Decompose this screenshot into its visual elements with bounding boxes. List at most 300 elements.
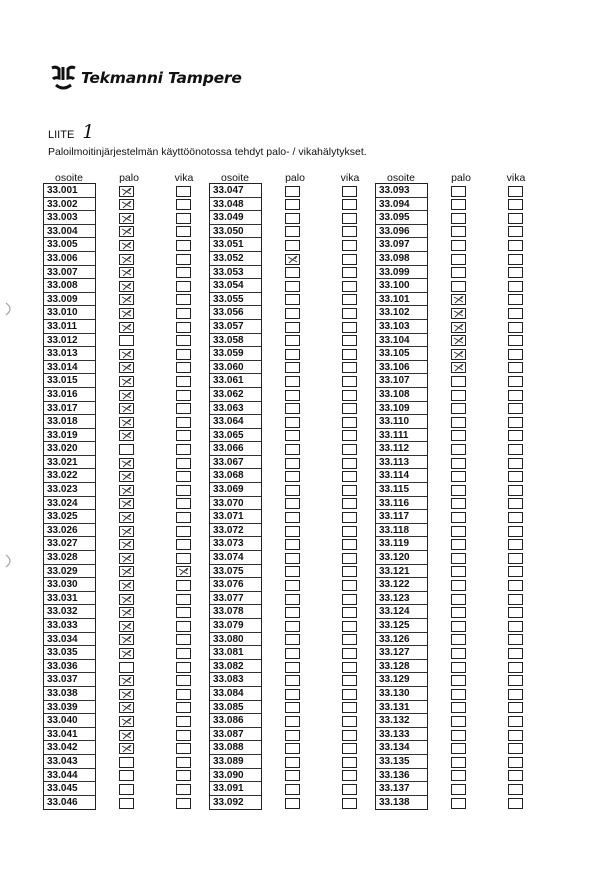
vika-checkbox[interactable] [342,553,357,564]
vika-checkbox[interactable] [508,607,523,618]
vika-checkbox[interactable] [342,526,357,537]
vika-checkbox[interactable] [342,689,357,700]
vika-checkbox[interactable] [342,730,357,741]
vika-checkbox[interactable] [508,553,523,564]
vika-checkbox[interactable] [508,594,523,605]
vika-checkbox[interactable] [508,648,523,659]
vika-checkbox[interactable] [342,702,357,713]
vika-checkbox[interactable] [508,471,523,482]
vika-checkbox[interactable] [176,648,191,659]
vika-checkbox[interactable] [508,512,523,523]
vika-checkbox[interactable] [342,621,357,632]
vika-checkbox[interactable] [508,757,523,768]
vika-checkbox[interactable] [508,580,523,591]
palo-checkbox[interactable] [285,199,300,210]
vika-checkbox[interactable] [176,553,191,564]
vika-checkbox[interactable] [508,254,523,265]
palo-checkbox[interactable] [285,594,300,605]
vika-checkbox[interactable] [176,403,191,414]
vika-checkbox[interactable] [342,485,357,496]
vika-checkbox[interactable] [508,730,523,741]
palo-checkbox[interactable] [285,662,300,673]
palo-checkbox[interactable] [451,485,466,496]
palo-checkbox[interactable] [451,743,466,754]
palo-checkbox[interactable] [285,335,300,346]
vika-checkbox[interactable] [176,390,191,401]
check-mark-icon [120,608,133,617]
vika-checkbox[interactable] [508,430,523,441]
palo-checkbox[interactable] [119,662,134,673]
palo-checkbox[interactable] [119,199,134,210]
vika-checkbox[interactable] [342,458,357,469]
palo-checkbox[interactable] [285,770,300,781]
palo-checkbox[interactable] [119,226,134,237]
vika-checkbox[interactable] [508,743,523,754]
vika-checkbox[interactable] [176,784,191,795]
palo-checkbox[interactable] [285,730,300,741]
vika-checkbox[interactable] [508,199,523,210]
vika-checkbox[interactable] [176,349,191,360]
palo-checkbox[interactable] [119,267,134,278]
palo-checkbox[interactable] [285,390,300,401]
vika-checkbox[interactable] [176,770,191,781]
vika-checkbox[interactable] [176,580,191,591]
vika-checkbox[interactable] [508,716,523,727]
palo-checkbox[interactable] [451,308,466,319]
vika-checkbox[interactable] [176,281,191,292]
palo-checkbox[interactable] [285,417,300,428]
address-cell: 33.105 [376,347,427,361]
palo-checkbox[interactable] [119,798,134,809]
palo-checkbox[interactable] [285,403,300,414]
palo-checkbox[interactable] [451,349,466,360]
palo-checkbox[interactable] [119,675,134,686]
palo-checkbox[interactable] [451,730,466,741]
palo-checkbox[interactable] [119,498,134,509]
palo-checkbox[interactable] [451,430,466,441]
palo-checkbox[interactable] [119,417,134,428]
vika-checkbox[interactable] [508,458,523,469]
palo-checkbox[interactable] [451,798,466,809]
palo-checkbox[interactable] [285,186,300,197]
vika-checkbox[interactable] [176,607,191,618]
palo-checkbox[interactable] [119,607,134,618]
palo-checkbox[interactable] [451,526,466,537]
palo-checkbox[interactable] [285,675,300,686]
palo-checkbox[interactable] [451,186,466,197]
palo-checkbox[interactable] [119,702,134,713]
palo-checkbox[interactable] [119,526,134,537]
palo-checkbox[interactable] [451,213,466,224]
vika-checkbox[interactable] [342,648,357,659]
vika-checkbox[interactable] [342,281,357,292]
vika-checkbox[interactable] [342,390,357,401]
address-cell: 33.083 [210,673,261,687]
palo-checkbox[interactable] [285,539,300,550]
palo-checkbox[interactable] [451,281,466,292]
vika-checkbox[interactable] [508,539,523,550]
vika-checkbox[interactable] [342,594,357,605]
palo-checkbox[interactable] [451,634,466,645]
vika-checkbox[interactable] [176,730,191,741]
palo-checkbox[interactable] [285,526,300,537]
vika-checkbox[interactable] [176,199,191,210]
palo-checkbox[interactable] [285,308,300,319]
palo-checkbox[interactable] [119,430,134,441]
palo-checkbox[interactable] [285,648,300,659]
vika-checkbox[interactable] [342,335,357,346]
vika-checkbox[interactable] [342,539,357,550]
palo-checkbox[interactable] [119,308,134,319]
address-cell: 33.127 [376,646,427,660]
vika-checkbox[interactable] [176,594,191,605]
vika-checkbox[interactable] [342,757,357,768]
vika-checkbox[interactable] [342,784,357,795]
vika-checkbox[interactable] [508,335,523,346]
vika-checkbox[interactable] [508,770,523,781]
palo-checkbox[interactable] [285,716,300,727]
palo-checkbox[interactable] [451,267,466,278]
palo-checkbox[interactable] [119,254,134,265]
palo-checkbox[interactable] [119,594,134,605]
palo-checkbox[interactable] [451,648,466,659]
vika-checkbox[interactable] [342,403,357,414]
vika-checkbox[interactable] [508,308,523,319]
palo-checkbox[interactable] [285,349,300,360]
palo-checkbox[interactable] [119,485,134,496]
palo-checkbox[interactable] [285,743,300,754]
vika-checkbox[interactable] [508,362,523,373]
vika-checkbox[interactable] [176,702,191,713]
vika-checkbox[interactable] [508,186,523,197]
palo-checkbox[interactable] [285,226,300,237]
vika-checkbox[interactable] [342,662,357,673]
vika-checkbox[interactable] [176,498,191,509]
vika-checkbox[interactable] [176,186,191,197]
brand-name: Tekmanni Tampere [81,69,242,87]
palo-checkbox[interactable] [119,784,134,795]
vika-checkbox[interactable] [176,254,191,265]
vika-checkbox[interactable] [342,471,357,482]
palo-checkbox[interactable] [451,757,466,768]
vika-checkbox[interactable] [508,689,523,700]
palo-checkbox[interactable] [451,621,466,632]
address-cell: 33.045 [44,782,95,796]
vika-checkbox[interactable] [176,308,191,319]
palo-checkbox[interactable] [119,376,134,387]
vika-checkbox[interactable] [176,335,191,346]
palo-checkbox[interactable] [285,471,300,482]
vika-checkbox[interactable] [508,634,523,645]
vika-checkbox[interactable] [342,322,357,333]
palo-checkbox[interactable] [451,553,466,564]
palo-checkbox[interactable] [451,784,466,795]
address-cell: 33.025 [44,510,95,524]
palo-checkbox[interactable] [451,417,466,428]
palo-checkbox[interactable] [285,362,300,373]
check-mark-icon [120,431,133,440]
palo-checkbox[interactable] [285,634,300,645]
address-cell: 33.098 [376,252,427,266]
vika-checkbox[interactable] [508,213,523,224]
palo-checkbox[interactable] [451,539,466,550]
palo-checkbox[interactable] [119,458,134,469]
palo-checkbox[interactable] [285,566,300,577]
palo-checkbox[interactable] [119,634,134,645]
palo-checkbox[interactable] [119,743,134,754]
vika-checkbox[interactable] [508,417,523,428]
vika-checkbox[interactable] [342,580,357,591]
vika-checkbox[interactable] [508,267,523,278]
palo-checkbox[interactable] [285,689,300,700]
address-cell: 33.017 [44,402,95,416]
vika-checkbox[interactable] [176,689,191,700]
vika-checkbox[interactable] [342,770,357,781]
vika-checkbox[interactable] [342,716,357,727]
palo-checkbox[interactable] [119,362,134,373]
vika-checkbox[interactable] [176,634,191,645]
palo-checkbox[interactable] [119,512,134,523]
vika-checkbox[interactable] [342,349,357,360]
vika-checkbox[interactable] [508,281,523,292]
address-cell: 33.116 [376,497,427,511]
vika-checkbox[interactable] [508,390,523,401]
palo-checkbox[interactable] [451,199,466,210]
vika-checkbox[interactable] [176,662,191,673]
palo-checkbox[interactable] [451,376,466,387]
palo-checkbox[interactable] [451,702,466,713]
vika-checkbox[interactable] [176,458,191,469]
vika-checkbox[interactable] [342,675,357,686]
palo-checkbox[interactable] [285,240,300,251]
palo-checkbox[interactable] [285,607,300,618]
vika-checkbox[interactable] [342,294,357,305]
palo-checkbox[interactable] [451,254,466,265]
palo-checkbox[interactable] [285,458,300,469]
vika-checkbox[interactable] [176,716,191,727]
vika-checkbox[interactable] [176,798,191,809]
palo-checkbox[interactable] [451,322,466,333]
palo-checkbox[interactable] [451,594,466,605]
vika-checkbox[interactable] [342,430,357,441]
palo-checkbox[interactable] [119,730,134,741]
palo-checkbox[interactable] [119,757,134,768]
palo-checkbox[interactable] [451,240,466,251]
palo-checkbox[interactable] [451,335,466,346]
vika-checkbox[interactable] [508,226,523,237]
palo-checkbox[interactable] [285,580,300,591]
tekmanni-face-logo-icon [50,64,77,92]
palo-checkbox[interactable] [451,444,466,455]
vika-checkbox[interactable] [342,362,357,373]
palo-checkbox[interactable] [119,621,134,632]
address-cell: 33.135 [376,755,427,769]
palo-checkbox[interactable] [119,648,134,659]
check-mark-icon [120,418,133,427]
palo-checkbox[interactable] [119,716,134,727]
palo-checkbox[interactable] [285,798,300,809]
vika-checkbox[interactable] [508,662,523,673]
vika-checkbox[interactable] [176,757,191,768]
check-mark-icon [120,486,133,495]
vika-checkbox[interactable] [508,526,523,537]
palo-checkbox[interactable] [285,512,300,523]
palo-checkbox[interactable] [451,390,466,401]
vika-checkbox[interactable] [176,322,191,333]
palo-checkbox[interactable] [285,702,300,713]
vika-checkbox[interactable] [342,498,357,509]
palo-checkbox[interactable] [451,294,466,305]
address-cell: 33.057 [210,320,261,334]
palo-checkbox[interactable] [285,281,300,292]
palo-checkbox[interactable] [119,689,134,700]
vika-checkbox[interactable] [508,376,523,387]
address-column [43,183,96,810]
vika-checkbox[interactable] [176,226,191,237]
vika-checkbox[interactable] [508,294,523,305]
vika-checkbox[interactable] [176,417,191,428]
vika-checkbox[interactable] [342,417,357,428]
vika-checkbox[interactable] [508,403,523,414]
palo-checkbox[interactable] [285,485,300,496]
palo-checkbox[interactable] [119,186,134,197]
palo-checkbox[interactable] [285,322,300,333]
vika-checkbox[interactable] [342,199,357,210]
palo-checkbox[interactable] [285,498,300,509]
vika-checkbox[interactable] [342,566,357,577]
palo-checkbox[interactable] [451,403,466,414]
palo-checkbox[interactable] [451,362,466,373]
vika-checkbox[interactable] [508,498,523,509]
palo-checkbox[interactable] [119,444,134,455]
vika-checkbox[interactable] [176,566,191,577]
vika-checkbox[interactable] [342,186,357,197]
vika-checkbox[interactable] [342,512,357,523]
address-cell: 33.106 [376,361,427,375]
palo-checkbox[interactable] [451,662,466,673]
palo-checkbox[interactable] [451,226,466,237]
vika-checkbox[interactable] [176,444,191,455]
palo-checkbox[interactable] [285,444,300,455]
vika-checkbox[interactable] [176,267,191,278]
palo-checkbox[interactable] [119,539,134,550]
vika-checkbox[interactable] [176,376,191,387]
vika-checkbox[interactable] [342,607,357,618]
palo-checkbox[interactable] [119,580,134,591]
vika-checkbox[interactable] [342,240,357,251]
palo-checkbox[interactable] [119,322,134,333]
address-cell: 33.120 [376,551,427,565]
vika-checkbox[interactable] [176,294,191,305]
vika-checkbox[interactable] [508,485,523,496]
palo-checkbox[interactable] [119,566,134,577]
palo-checkbox[interactable] [119,335,134,346]
vika-checkbox[interactable] [342,444,357,455]
vika-checkbox[interactable] [176,512,191,523]
palo-checkbox[interactable] [285,254,300,265]
palo-checkbox[interactable] [285,267,300,278]
vika-checkbox[interactable] [508,240,523,251]
check-mark-icon [452,309,465,318]
vika-checkbox[interactable] [342,254,357,265]
palo-checkbox[interactable] [119,770,134,781]
palo-checkbox[interactable] [451,566,466,577]
vika-checkbox[interactable] [342,634,357,645]
palo-checkbox[interactable] [119,294,134,305]
palo-checkbox[interactable] [451,716,466,727]
vika-checkbox[interactable] [508,702,523,713]
vika-checkbox[interactable] [176,621,191,632]
vika-checkbox[interactable] [342,308,357,319]
palo-checkbox[interactable] [451,689,466,700]
vika-checkbox[interactable] [342,267,357,278]
vika-checkbox[interactable] [508,349,523,360]
address-cell: 33.099 [376,266,427,280]
palo-checkbox[interactable] [451,580,466,591]
palo-checkbox[interactable] [119,240,134,251]
palo-checkbox[interactable] [119,281,134,292]
palo-checkbox[interactable] [451,770,466,781]
palo-checkbox[interactable] [451,498,466,509]
vika-checkbox[interactable] [508,784,523,795]
vika-checkbox[interactable] [176,675,191,686]
vika-checkbox[interactable] [176,743,191,754]
vika-checkbox[interactable] [176,471,191,482]
palo-checkbox[interactable] [285,621,300,632]
vika-checkbox[interactable] [342,798,357,809]
vika-checkbox[interactable] [508,798,523,809]
palo-checkbox[interactable] [285,376,300,387]
vika-checkbox[interactable] [176,240,191,251]
palo-checkbox[interactable] [285,784,300,795]
address-cell: 33.072 [210,524,261,538]
vika-checkbox[interactable] [342,376,357,387]
address-cell: 33.137 [376,782,427,796]
palo-checkbox[interactable] [285,553,300,564]
vika-checkbox[interactable] [176,526,191,537]
vika-checkbox[interactable] [508,675,523,686]
vika-checkbox[interactable] [508,621,523,632]
palo-checkbox[interactable] [119,213,134,224]
vika-checkbox[interactable] [508,322,523,333]
vika-checkbox[interactable] [176,485,191,496]
palo-checkbox[interactable] [451,512,466,523]
palo-checkbox[interactable] [119,390,134,401]
palo-checkbox[interactable] [285,430,300,441]
palo-checkbox[interactable] [119,553,134,564]
vika-checkbox[interactable] [176,213,191,224]
vika-checkbox[interactable] [342,743,357,754]
palo-checkbox[interactable] [285,757,300,768]
palo-checkbox[interactable] [285,294,300,305]
vika-checkbox[interactable] [508,444,523,455]
palo-checkbox[interactable] [119,349,134,360]
vika-checkbox[interactable] [176,430,191,441]
check-mark-icon [120,227,133,236]
palo-checkbox[interactable] [285,213,300,224]
vika-checkbox[interactable] [342,213,357,224]
vika-checkbox[interactable] [342,226,357,237]
vika-checkbox[interactable] [508,566,523,577]
palo-checkbox[interactable] [451,471,466,482]
palo-checkbox[interactable] [119,403,134,414]
palo-checkbox[interactable] [119,471,134,482]
vika-checkbox[interactable] [176,539,191,550]
vika-checkbox[interactable] [176,362,191,373]
palo-checkbox[interactable] [451,458,466,469]
palo-checkbox[interactable] [451,607,466,618]
palo-checkbox[interactable] [451,675,466,686]
